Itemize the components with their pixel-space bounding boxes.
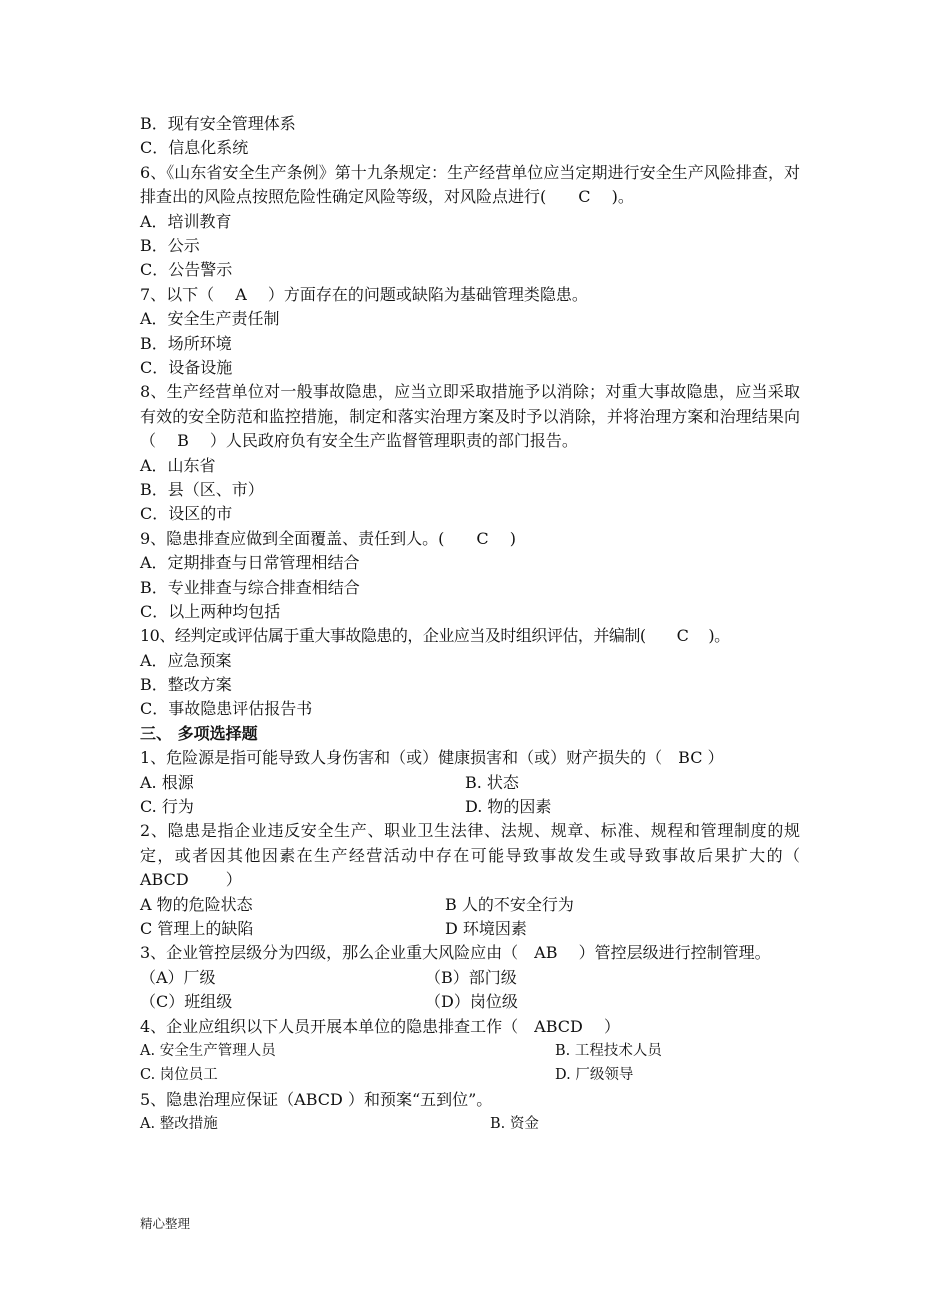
option-line: A．培训教育	[140, 211, 232, 231]
option-line: C．设备设施	[140, 357, 233, 377]
option-line: C．公告警示	[140, 260, 233, 280]
option: B. 状态	[465, 772, 519, 792]
document-body	[140, 112, 817, 1137]
option-line: B．场所环境	[140, 333, 232, 353]
option: C. 行为	[140, 797, 194, 817]
option: D. 厂级领导	[555, 1067, 634, 1084]
option-row	[140, 771, 800, 795]
question-8: 8、生产经营单位对一般事故隐患，应当立即采取措施予以消除；对重大事故隐患，应当采取有效的安全防范和监控措施，制定和落实治理方案及时予以消除，并将治理方案和治理结果向（ B ）人民政府负有安全生产监督管理职责的部门报告。	[140, 382, 800, 451]
option: A 物的危险状态	[140, 894, 253, 914]
option: （C）班组级	[140, 992, 233, 1012]
option-line: C．事故隐患评估报告书	[140, 699, 313, 719]
option: A. 安全生产管理人员	[140, 1042, 276, 1059]
question-6: 6、《山东省安全生产条例》第十九条规定：生产经营单位应当定期进行安全生产风险排查，对排查出的风险点按照危险性确定风险等级，对风险点进行( C )。	[140, 162, 800, 207]
option-row	[140, 795, 800, 819]
option-line: A．安全生产责任制	[140, 309, 280, 329]
option: A. 根源	[140, 772, 194, 792]
option-row	[140, 893, 800, 917]
multi-question-4: 4、企业应组织以下人员开展本单位的隐患排查工作（ ABCD ）	[140, 1016, 620, 1036]
option-row	[140, 917, 800, 941]
multi-question-1: 1、危险源是指可能导致人身伤害和（或）健康损害和（或）财产损失的（ BC ）	[140, 748, 724, 768]
multi-question-2: 2、隐患是指企业违反安全生产、职业卫生法律、法规、规章、标准、规程和管理制度的规定，或者因其他因素在生产经营活动中存在可能导致事故发生或导致事故后果扩大的（ ABCD ）	[140, 821, 817, 890]
option-line: A．应急预案	[140, 650, 232, 670]
question-10: 10、经判定或评估属于重大事故隐患的，企业应当及时组织评估，并编制( C )。	[140, 626, 730, 646]
option-line: B．县（区、市）	[140, 479, 264, 499]
option: （B）部门级	[425, 967, 517, 987]
option: （D）岗位级	[425, 992, 518, 1012]
option-line: A．定期排查与日常管理相结合	[140, 553, 360, 573]
option-row	[140, 966, 800, 990]
option: B. 工程技术人员	[555, 1042, 662, 1059]
option: A. 整改措施	[140, 1116, 218, 1133]
question-7: 7、以下（ A ）方面存在的问题或缺陷为基础管理类隐患。	[140, 284, 588, 304]
option-line: C．信息化系统	[140, 138, 249, 158]
option-line: B．现有安全管理体系	[140, 114, 296, 133]
option: D. 物的因素	[465, 797, 552, 817]
option: B 人的不安全行为	[445, 894, 574, 914]
option-line: C．设区的市	[140, 504, 233, 524]
option-row	[140, 1112, 800, 1136]
question-9: 9、隐患排查应做到全面覆盖、责任到人。( C )	[140, 528, 516, 548]
section-heading: 三、 多项选择题	[140, 723, 258, 743]
multi-question-5: 5、隐患治理应保证（ABCD ）和预案“五到位”。	[140, 1089, 493, 1109]
option: C. 岗位员工	[140, 1067, 218, 1084]
option: B. 资金	[490, 1116, 539, 1133]
multi-question-3: 3、企业管控层级分为四级，那么企业重大风险应由（ AB ）管控层级进行控制管理。	[140, 943, 771, 963]
option: （A）厂级	[140, 967, 216, 987]
option-row	[140, 990, 800, 1014]
option: C 管理上的缺陷	[140, 919, 254, 939]
option-line: A．山东省	[140, 455, 216, 475]
option-line: C．以上两种均包括	[140, 601, 281, 621]
option-line: B．专业排查与综合排查相结合	[140, 577, 360, 597]
option-line: B．整改方案	[140, 675, 232, 695]
page-footer: 精心整理	[140, 1216, 191, 1231]
option: D 环境因素	[445, 919, 527, 939]
option-row	[140, 1063, 800, 1087]
option-line: B．公示	[140, 235, 200, 255]
option-row	[140, 1039, 800, 1063]
